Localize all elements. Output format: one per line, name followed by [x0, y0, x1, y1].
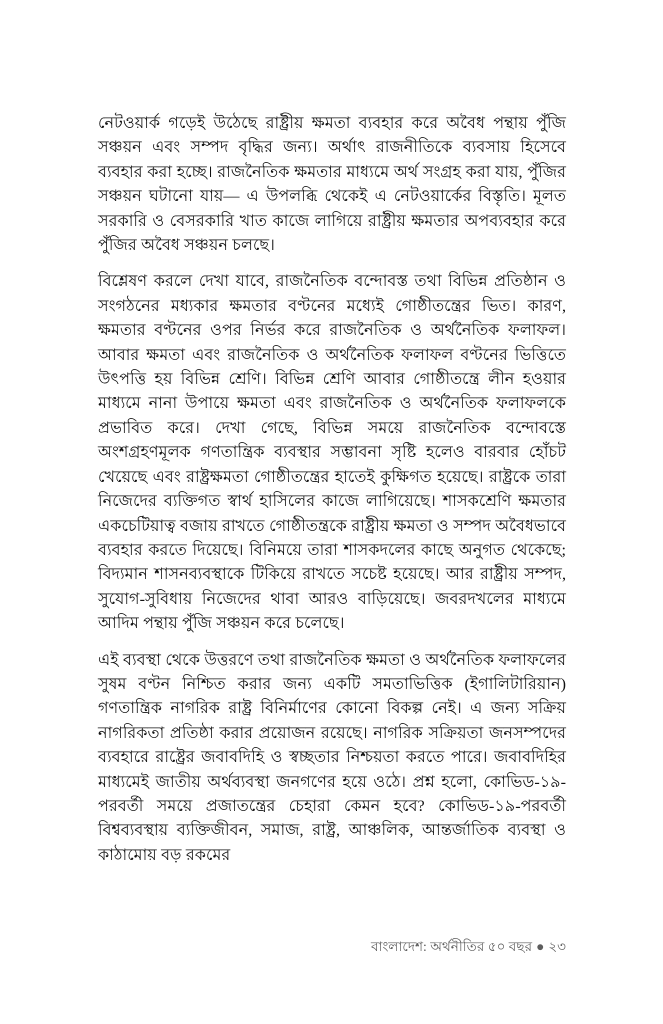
footer-book-title: বাংলাদেশ: অর্থনীতির ৫০ বছর [370, 939, 533, 954]
body-paragraph-1: নেটওয়ার্ক গড়েই উঠেছে রাষ্ট্রীয় ক্ষমতা ব্যবহার করে অবৈধ পন্থায় পুঁজি সঞ্চয়ন এবং সম্পদ বৃদ্ধির জন্য। অর্থাৎ রাজনীতিকে ব্যবসায় হিসেবে ব্যবহার করা হচ্ছে। রাজনৈতিক ক্ষমতার মাধ্যমে অর্থ সংগ্রহ করা যায়, পুঁজির সঞ্চয়ন ঘটানো যায়— এ উপলব্ধি থেকেই এ নেটওয়ার্কের বিস্তৃতি। মূলত সরকারি ও বেসরকারি খাত কাজে লাগিয়ে রাষ্ট্রীয় ক্ষমতার অপব্যবহার করে পুঁজির অবৈধ সঞ্চয়ন চলছে। [98, 115, 566, 255]
footer-separator-bullet: ● [536, 939, 545, 954]
page-text-block [98, 112, 566, 868]
footer-page-number: ২৩ [548, 939, 566, 954]
page-footer [98, 938, 566, 956]
body-paragraph-3: এই ব্যবস্থা থেকে উত্তরণে তথা রাজনৈতিক ক্ষমতা ও অর্থনৈতিক ফলাফলের সুষম বণ্টন নিশ্চিত করার জন্য একটি সমতাভিত্তিক (ইগালিটারিয়ান) গণতান্ত্রিক নাগরিক রাষ্ট্র বিনির্মাণের কোনো বিকল্প নেই। এ জন্য সক্রিয় নাগরিকতা প্রতিষ্ঠা করার প্রয়োজন রয়েছে। নাগরিক সক্রিয়তা জনসম্পদের ব্যবহারে রাষ্ট্রের জবাবদিহি ও স্বচ্ছতার নিশ্চয়তা করতে পারে। জবাবদিহির মাধ্যমেই জাতীয় অর্থব্যবস্থা জনগণের হয়ে ওঠে। প্রশ্ন হলো, কোভিড-১৯-পরবর্তী সময়ে প্রজাতন্ত্রের চেহারা কেমন হবে? কোভিড-১৯-পরবর্তী বিশ্বব্যবস্থায় ব্যক্তিজীবন, সমাজ, রাষ্ট্র, আঞ্চলিক, আন্তর্জাতিক ব্যবস্থা ও কাঠামোয় বড় রকমের [98, 651, 566, 864]
body-paragraph-2: বিশ্লেষণ করলে দেখা যাবে, রাজনৈতিক বন্দোবস্ত তথা বিভিন্ন প্রতিষ্ঠান ও সংগঠনের মধ্যকার ক্ষমতার বণ্টনের মধ্যেই গোষ্ঠীতন্ত্রের ভিত। কারণ, ক্ষমতার বণ্টনের ওপর নির্ভর করে রাজনৈতিক ও অর্থনৈতিক ফলাফল। আবার ক্ষমতা এবং রাজনৈতিক ও অর্থনৈতিক ফলাফল বণ্টনের ভিত্তিতে উৎপত্তি হয় বিভিন্ন শ্রেণি। বিভিন্ন শ্রেণি আবার গোষ্ঠীতন্ত্রে লীন হওয়ার মাধ্যমে নানা উপায়ে ক্ষমতা এবং রাজনৈতিক ও অর্থনৈতিক ফলাফলকে প্রভাবিত করে। দেখা গেছে, বিভিন্ন সময়ে রাজনৈতিক বন্দোবস্তে অংশগ্রহণমূলক গণতান্ত্রিক ব্যবস্থার সম্ভাবনা সৃষ্টি হলেও বারবার হোঁচট খেয়েছে এবং রাষ্ট্রক্ষমতা গোষ্ঠীতন্ত্রের হাতেই কুক্ষিগত হয়েছে। রাষ্ট্রকে তারা নিজেদের ব্যক্তিগত স্বার্থ হাসিলের কাজে লাগিয়েছে। শাসকশ্রেণি ক্ষমতার একচেটিয়াত্ব বজায় রাখতে গোষ্ঠীতন্ত্রকে রাষ্ট্রীয় ক্ষমতা ও সম্পদ অবৈধভাবে ব্যবহার করতে দিয়েছে। বিনিময়ে তারা শাসকদলের কাছে অনুগত থেকেছে; বিদ্যমান শাসনব্যবস্থাকে টিকিয়ে রাখতে সচেষ্ট হয়েছে। আর রাষ্ট্রীয় সম্পদ, সুযোগ-সুবিধায় নিজেদের থাবা আরও বাড়িয়েছে। জবরদখলের মাধ্যমে আদিম পন্থায় পুঁজি সঞ্চয়ন করে চলেছে। [98, 273, 566, 633]
